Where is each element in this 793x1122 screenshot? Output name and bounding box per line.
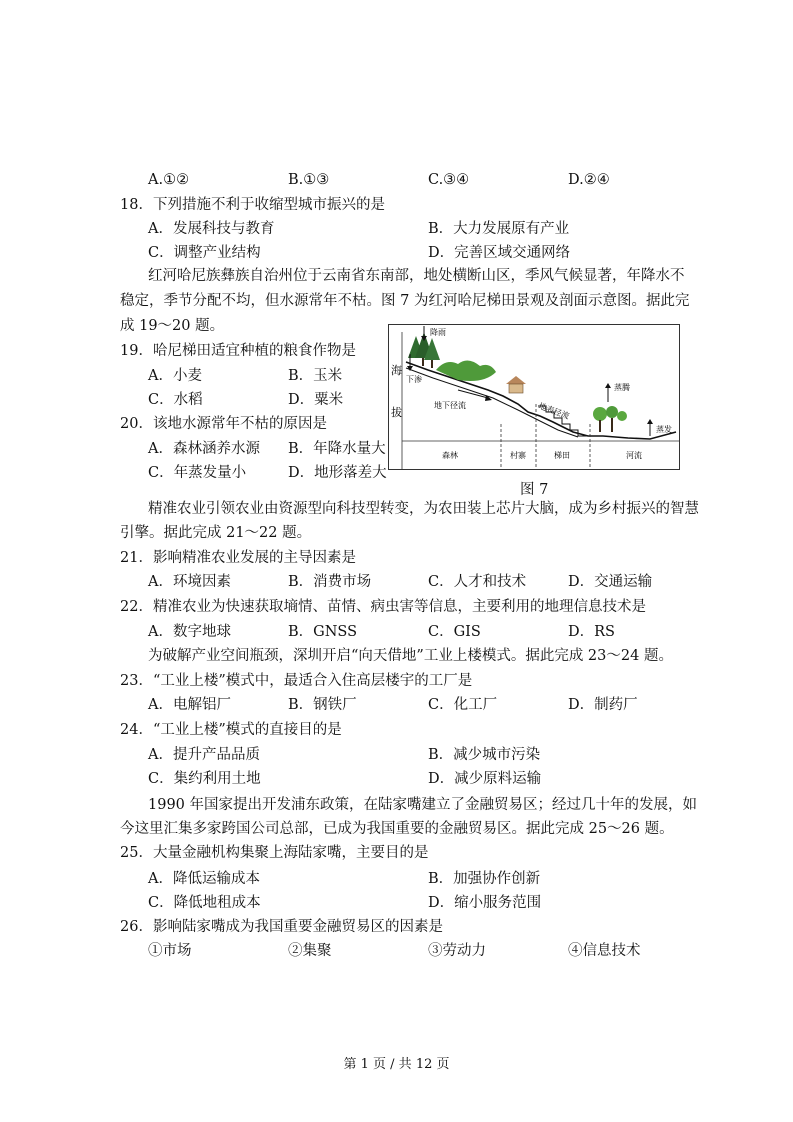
q26-item-4: ④信息技术 [568, 943, 641, 959]
q26-stem: 26．影响陆家嘴成为我国重要金融贸易区的因素是 [120, 919, 443, 935]
q19-option-a: A．小麦 [148, 368, 202, 384]
q18-option-a: A．发展科技与教育 [148, 221, 275, 237]
q24-stem: 24．“工业上楼”模式的直接目的是 [120, 722, 342, 738]
q22-option-d: D．RS [568, 624, 615, 640]
figure-7-caption: 图 7 [520, 482, 549, 498]
q21-option-b: B．消费市场 [288, 574, 372, 590]
passage-19-20-line2: 稳定，季节分配不均，但水源常年不枯。图 7 为红河哈尼梯田景观及剖面示意图。据此完 [120, 293, 690, 309]
q17-option-b: B.①③ [288, 172, 330, 188]
q23-option-d: D．制药厂 [568, 697, 638, 713]
y-axis-label-top: 海 [391, 364, 402, 377]
q24-option-b: B．减少城市污染 [428, 747, 541, 763]
q24-option-a: A．提升产品品质 [148, 747, 260, 763]
page-footer: 第 1 页 / 共 12 页 [343, 1057, 450, 1072]
q26-item-2: ②集聚 [288, 943, 332, 959]
q23-stem: 23．“工业上楼”模式中，最适合入住高层楼宇的工厂是 [120, 673, 473, 689]
q22-option-b: B．GNSS [288, 624, 358, 640]
zone-label-forest: 森林 [442, 451, 458, 460]
q19-stem: 19．哈尼梯田适宜种植的粮食作物是 [120, 343, 356, 359]
q18-option-c: C．调整产业结构 [148, 245, 261, 261]
q20-option-b: B．年降水量大 [288, 441, 386, 457]
q18-option-b: B．大力发展原有产业 [428, 221, 570, 237]
q20-option-d: D．地形落差大 [288, 465, 387, 481]
zone-label-river: 河流 [626, 451, 642, 460]
q22-stem: 22．精准农业为快速获取墒情、苗情、病虫害等信息，主要利用的地理信息技术是 [120, 599, 646, 615]
q19-option-c: C．水稻 [148, 392, 203, 408]
q23-option-b: B．钢铁厂 [288, 697, 357, 713]
q19-option-d: D．粟米 [288, 392, 344, 408]
q26-item-1: ①市场 [148, 943, 192, 959]
q20-option-a: A．森林涵养水源 [148, 441, 260, 457]
label-evaporation: 蒸发 [656, 425, 672, 434]
q22-option-a: A．数字地球 [148, 624, 231, 640]
q19-option-b: B．玉米 [288, 368, 343, 384]
passage-21-22-line2: 引擎。据此完成 21～22 题。 [120, 525, 312, 541]
q23-option-a: A．电解铝厂 [148, 697, 231, 713]
q26-item-3: ③劳动力 [428, 943, 486, 959]
q20-option-c: C．年蒸发量小 [148, 465, 247, 481]
y-axis-label-bottom: 拔 [391, 406, 402, 419]
q21-option-a: A．环境因素 [148, 574, 231, 590]
label-rain: 降雨 [430, 328, 446, 337]
q25-option-d: D．缩小服务范围 [428, 895, 542, 911]
q18-stem: 18．下列措施不利于收缩型城市振兴的是 [120, 197, 385, 213]
q23-option-c: C．化工厂 [428, 697, 498, 713]
q25-stem: 25．大量金融机构集聚上海陆家嘴，主要目的是 [120, 845, 429, 861]
passage-25-26-line1: 1990 年国家提出开发浦东政策，在陆家嘴建立了金融贸易区；经过几十年的发展，如 [148, 797, 698, 813]
q20-stem: 20．该地水源常年不枯的原因是 [120, 416, 327, 432]
q18-option-d: D．完善区域交通网络 [428, 245, 571, 261]
zone-label-terrace: 梯田 [554, 451, 570, 460]
q17-option-a: A.①② [148, 172, 190, 188]
label-surface-runoff: 地表径流 [537, 401, 571, 421]
q17-option-c: C.③④ [428, 172, 470, 188]
passage-19-20-line3: 成 19～20 题。 [120, 318, 225, 334]
q25-option-a: A．降低运输成本 [148, 871, 260, 887]
q25-option-b: B．加强协作创新 [428, 871, 541, 887]
label-transpiration: 蒸腾 [614, 383, 630, 392]
q21-option-c: C．人才和技术 [428, 574, 527, 590]
q17-option-d: D.②④ [568, 172, 610, 188]
passage-21-22-line1: 精准农业引领农业由资源型向科技型转变，为农田装上芯片大脑，成为乡村振兴的智慧 [148, 501, 699, 517]
q25-option-c: C．降低地租成本 [148, 895, 261, 911]
q24-option-c: C．集约利用土地 [148, 771, 261, 787]
passage-23-24-line1: 为破解产业空间瓶颈，深圳开启“向天借地”工业上楼模式。据此完成 23～24 题。 [148, 648, 673, 664]
q24-option-d: D．减少原料运输 [428, 771, 542, 787]
label-infiltration: 下渗 [406, 375, 422, 384]
figure-7-terrace-profile [388, 324, 680, 470]
q22-option-c: C．GIS [428, 624, 481, 640]
q21-stem: 21．影响精准农业发展的主导因素是 [120, 550, 356, 566]
q21-option-d: D．交通运输 [568, 574, 653, 590]
passage-25-26-line2: 今这里汇集多家跨国公司总部，已成为我国重要的金融贸易区。据此完成 25～26 题。 [120, 821, 674, 837]
passage-19-20-line1: 红河哈尼族彝族自治州位于云南省东南部，地处横断山区，季风气候显著，年降水不 [148, 268, 685, 284]
zone-label-village: 村寨 [510, 451, 526, 460]
label-groundwater: 地下径流 [434, 401, 466, 410]
